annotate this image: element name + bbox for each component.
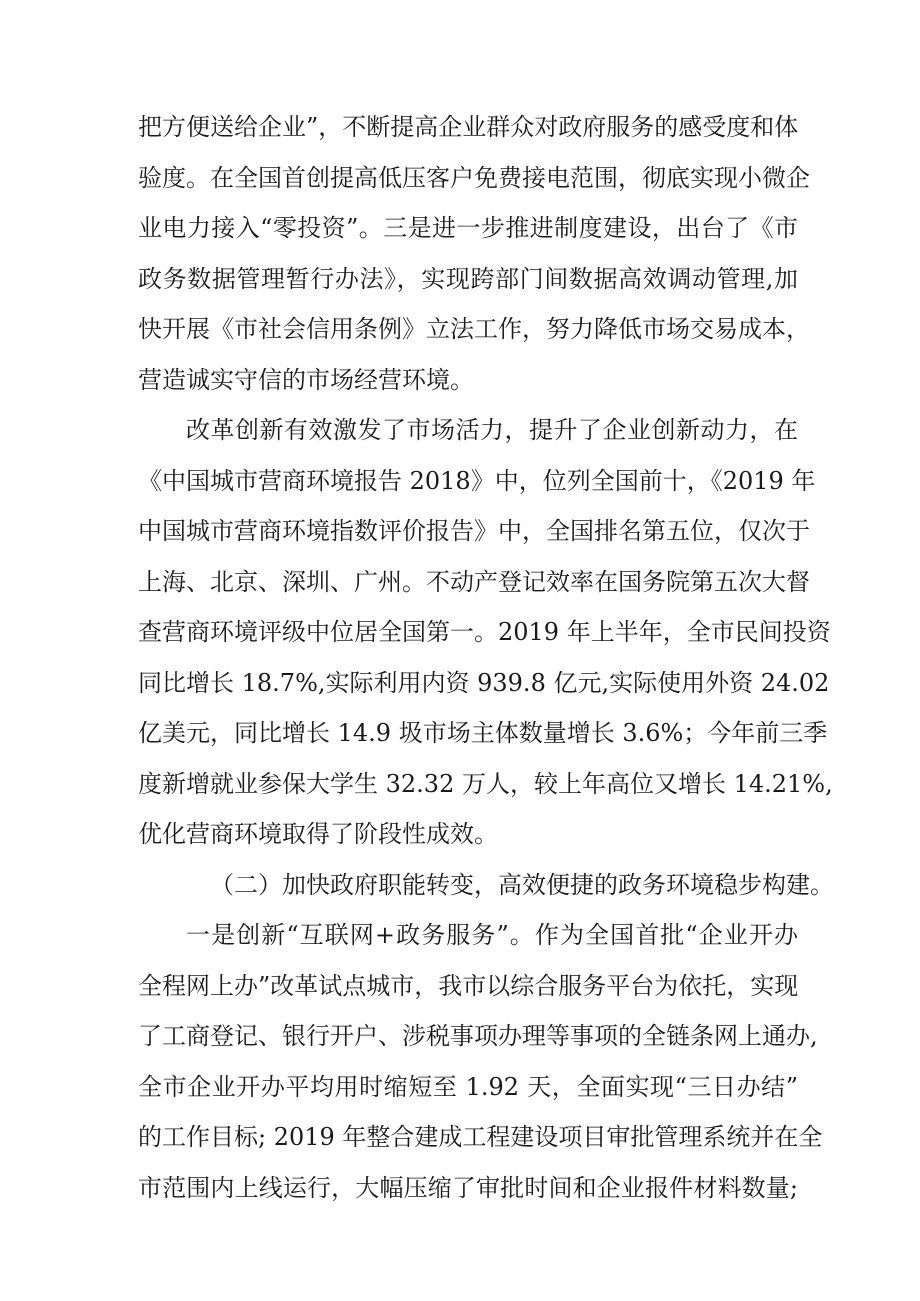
text-line: 度新增就业参保大学生 32.32 万人，较上年高位又增长 14.21%, <box>138 769 833 798</box>
text-line: 《中国城市营商环境报告 2018》中，位列全国前十，《2019 年 <box>138 466 816 495</box>
text-line: 查营商环境评级中位居全国第一。2019 年上半年，全市民间投资 <box>138 618 831 646</box>
text-line: 优化营商环境取得了阶段性成效。 <box>138 820 498 848</box>
text-line: 快开展《市社会信用条例》立法工作，努力降低市场交易成本， <box>138 315 810 343</box>
text-line: 市范围内上线运行，大幅压缩了审批时间和企业报件材料数量; <box>138 1173 798 1202</box>
document-body <box>138 102 834 1213</box>
text-line: 中国城市营商环境指数评价报告》中，全国排名第五位，仅次于 <box>138 517 810 545</box>
text-line: 把方便送给企业”，不断提高企业群众对政府服务的感受度和体 <box>138 113 799 141</box>
text-line: 全程网上办”改革试点城市，我市以综合服务平台为依托，实现 <box>138 971 799 1000</box>
text-line: 亿美元，同比增长 14.9 圾市场主体数量增长 3.6%；今年前三季 <box>138 719 828 747</box>
text-line: 的工作目标; 2019 年整合建成工程建设项目审批管理系统并在全 <box>138 1123 823 1151</box>
text-line: 营造诚实守信的市场经营环境。 <box>138 365 474 394</box>
text-line: 业电力接入“零投资”。三是进一步推进制度建设，出台了《市 <box>138 214 798 242</box>
text-line: 验度。在全国首创提高低压客户免费接电范围，彻底实现小微企 <box>138 163 810 192</box>
text-line: 全市企业开办平均用时缩短至 1.92 天，全面实现“三日办结” <box>138 1072 798 1101</box>
paragraph-first-line: 改革创新有效激发了市场活力，提升了企业创新动力，在 <box>186 416 798 444</box>
text-line: 上海、北京、深圳、广州。不动产登记效率在国务院第五次大督 <box>138 567 810 596</box>
section-heading: （二）加快政府职能转变，高效便捷的政务环境稳步构建。 <box>210 870 834 899</box>
text-line: 了工商登记、银行开户、涉税事项办理等事项的全链条网上通办, <box>138 1022 818 1050</box>
text-line: 政务数据管理暂行办法》，实现跨部门间数据高效调动管理,加 <box>138 264 798 293</box>
text-line: 同比增长 18.7%,实际利用内资 939.8 亿元,实际使用外资 24.02 <box>138 668 830 697</box>
paragraph-first-line: 一是创新“互联网+政务服务”。作为全国首批“企业开办 <box>186 921 798 949</box>
